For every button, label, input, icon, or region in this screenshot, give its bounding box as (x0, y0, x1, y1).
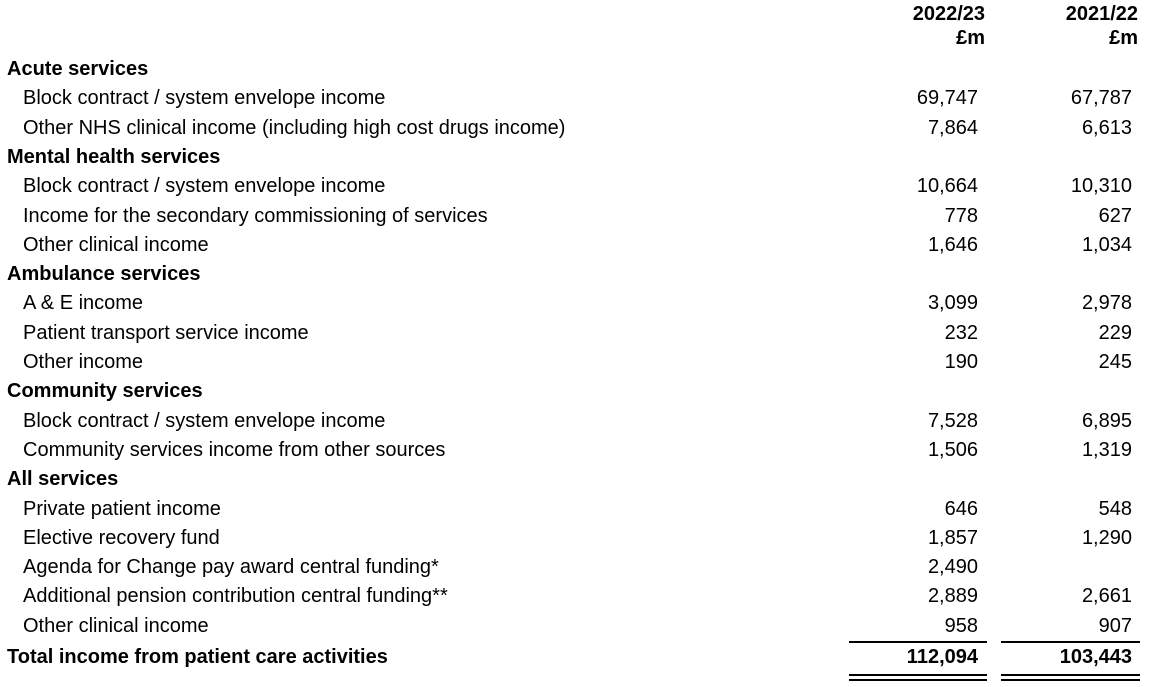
column-header-2022-23 (913, 2, 985, 50)
value-2022-23: 7,864 (927, 116, 978, 139)
value-2022-23: 958 (944, 614, 978, 637)
value-2022-23: 3,099 (927, 292, 978, 315)
column-unit: £m (1109, 27, 1138, 49)
value-2022-23: 2,490 (927, 556, 978, 579)
row-label: Mental health services (7, 145, 221, 168)
value-2022-23: 69,747 (916, 87, 978, 110)
row-label: Acute services (7, 58, 149, 80)
value-2021-22: 67,787 (1070, 87, 1132, 110)
value-2021-22: 103,443 (1059, 646, 1132, 668)
double-underline-2021-22-bottom (1001, 679, 1140, 681)
table-row (0, 348, 1150, 377)
subtotal-rule-2021-22 (1001, 641, 1140, 643)
value-2021-22: 245 (1098, 351, 1132, 373)
table-row (0, 289, 1150, 318)
table-row (0, 114, 1150, 143)
section-header-row (0, 377, 1150, 406)
value-2021-22: 907 (1098, 614, 1132, 637)
value-2022-23: 232 (944, 321, 978, 344)
value-2021-22: 6,895 (1081, 409, 1132, 432)
row-label: All services (7, 468, 119, 491)
row-label: Other clinical income (23, 233, 209, 256)
value-2021-22: 2,978 (1081, 292, 1132, 315)
column-year: 2021/22 (1065, 3, 1138, 25)
table-row (0, 84, 1150, 113)
double-underline-2022-23-bottom (849, 679, 987, 681)
row-label: Community services (7, 380, 203, 403)
row-label: Patient transport service income (23, 321, 309, 344)
table-row (0, 612, 1150, 641)
table-row (0, 524, 1150, 553)
value-2021-22: 627 (1098, 204, 1132, 227)
value-2021-22: 229 (1098, 321, 1132, 344)
row-label: Other NHS clinical income (including high cost drugs income) (23, 116, 566, 139)
value-2022-23: 778 (944, 204, 978, 227)
section-header-row (0, 260, 1150, 289)
subtotal-rule-2022-23 (849, 641, 987, 643)
column-year: 2022/23 (912, 3, 985, 25)
row-label: Agenda for Change pay award central funding* (23, 556, 439, 579)
value-2022-23: 2,889 (927, 585, 978, 608)
section-header-row (0, 55, 1150, 84)
row-label: Additional pension contribution central funding** (23, 585, 448, 608)
value-2022-23: 646 (944, 497, 978, 520)
row-label: Block contract / system envelope income (23, 409, 386, 432)
row-label: A & E income (23, 292, 144, 315)
table-row (0, 553, 1150, 582)
value-2021-22: 1,034 (1081, 233, 1132, 256)
row-label: Total income from patient care activities (7, 646, 388, 668)
value-2021-22: 1,319 (1081, 438, 1132, 461)
section-header-row (0, 143, 1150, 172)
value-2022-23: 10,664 (916, 175, 978, 198)
section-header-row (0, 465, 1150, 494)
value-2022-23: 1,646 (927, 233, 978, 256)
value-2021-22: 6,613 (1081, 116, 1132, 139)
row-label: Other clinical income (23, 614, 209, 637)
table-row (0, 319, 1150, 348)
table-row (0, 231, 1150, 260)
row-label: Elective recovery fund (23, 526, 220, 549)
double-underline-2022-23-top (849, 674, 987, 676)
value-2021-22: 10,310 (1070, 175, 1132, 198)
row-label: Private patient income (23, 497, 221, 520)
row-label: Community services income from other sources (23, 438, 446, 461)
row-label: Ambulance services (7, 263, 201, 286)
value-2021-22: 2,661 (1081, 585, 1132, 608)
table-row (0, 495, 1150, 524)
table-row (0, 202, 1150, 231)
column-header-2021-22 (1066, 2, 1138, 50)
double-underline-2021-22-top (1001, 674, 1140, 676)
value-2022-23: 1,506 (927, 438, 978, 461)
value-2022-23: 1,857 (927, 526, 978, 549)
table-row (0, 407, 1150, 436)
row-label: Other income (23, 351, 144, 373)
column-unit: £m (956, 27, 985, 49)
row-label: Income for the secondary commissioning of services (23, 204, 488, 227)
value-2021-22: 548 (1098, 497, 1132, 520)
value-2022-23: 112,094 (906, 646, 978, 668)
value-2021-22: 1,290 (1081, 526, 1132, 549)
total-row (0, 643, 1150, 672)
table-row (0, 436, 1150, 465)
table-row (0, 172, 1150, 201)
row-label: Block contract / system envelope income (23, 175, 386, 198)
value-2022-23: 7,528 (927, 409, 978, 432)
row-label: Block contract / system envelope income (23, 87, 386, 110)
value-2022-23: 190 (944, 351, 978, 373)
table-row (0, 582, 1150, 611)
